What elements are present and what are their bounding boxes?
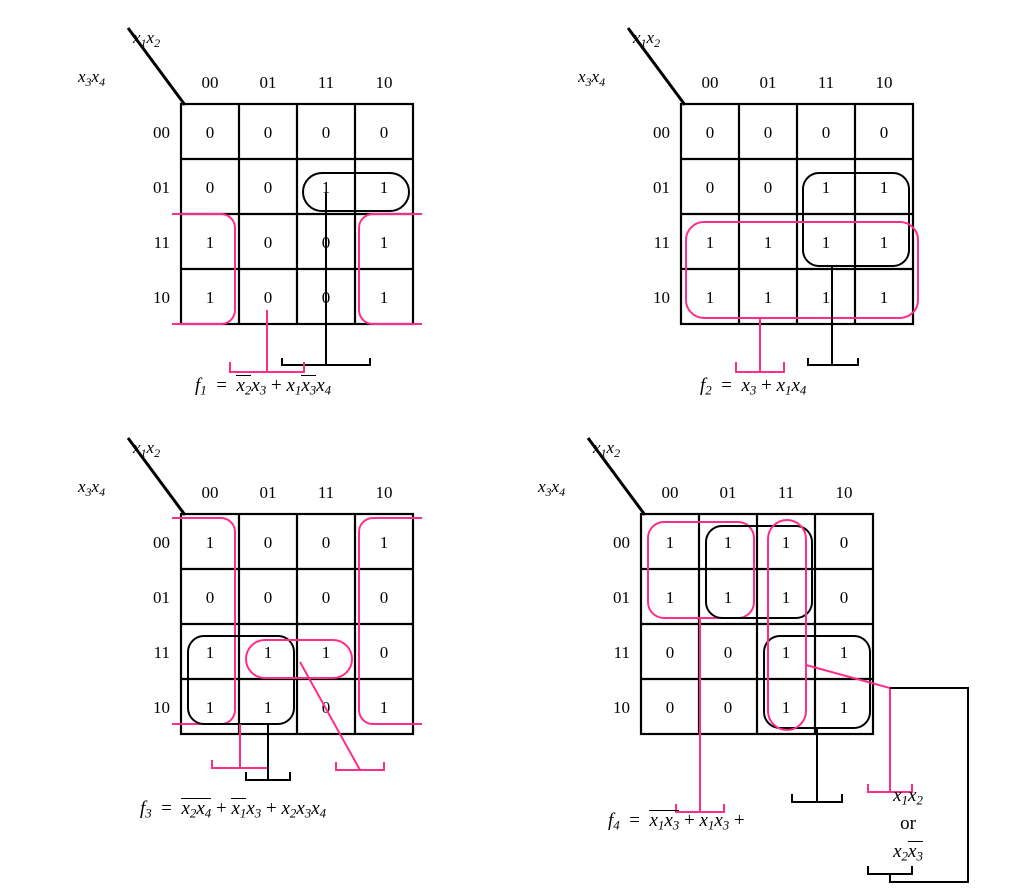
svg-text:1: 1 (763, 288, 773, 307)
kmap-f3-col-var: $x_1x_2$ (133, 438, 161, 460)
svg-text:0: 0 (821, 123, 831, 142)
svg-text:0: 0 (263, 233, 273, 252)
svg-text:1: 1 (205, 288, 215, 307)
kmap-f2-row-10: 10 (653, 288, 670, 307)
svg-text:1: 1 (379, 178, 389, 197)
kmap-f2-col-10: 10 (875, 73, 893, 92)
svg-text:1: 1 (263, 698, 273, 717)
svg-text:0: 0 (723, 643, 733, 662)
kmap-f1-col-00: 00 (201, 73, 219, 92)
svg-text:0: 0 (321, 123, 331, 142)
svg-text:1: 1 (763, 233, 773, 252)
svg-text:1: 1 (821, 178, 831, 197)
svg-text:1: 1 (705, 233, 715, 252)
kmap-f3-col-11: 11 (317, 483, 335, 502)
kmap-f1-col-var: $x_1x_2$ (133, 28, 161, 50)
kmap-f4-row-11: 11 (613, 643, 630, 662)
svg-text:0: 0 (879, 123, 889, 142)
svg-text:1: 1 (723, 588, 733, 607)
svg-text:1: 1 (379, 233, 389, 252)
kmap-f4-group-black-bottom (764, 636, 870, 728)
svg-text:0: 0 (665, 643, 675, 662)
formula-f4-alt1: x1x2 (893, 785, 923, 808)
svg-text:0: 0 (321, 233, 331, 252)
svg-text:0: 0 (205, 588, 215, 607)
kmap-f2-row-11: 11 (653, 233, 670, 252)
kmap-f2-svg (560, 10, 980, 410)
svg-text:1: 1 (205, 233, 215, 252)
svg-text:1: 1 (781, 643, 791, 662)
svg-text:1: 1 (781, 533, 791, 552)
formula-f3: f3 = x2x4 + x1x3 + x2x3x4 (140, 798, 327, 821)
kmap-f2-col-var: $x_1x_2$ (633, 28, 661, 50)
svg-text:1: 1 (879, 288, 889, 307)
svg-text:1: 1 (665, 588, 675, 607)
svg-text:0: 0 (321, 588, 331, 607)
kmap-f1-col-01: 01 (259, 73, 277, 92)
svg-text:0: 0 (763, 123, 773, 142)
svg-text:0: 0 (263, 123, 273, 142)
kmap-f1-row-11: 11 (153, 233, 170, 252)
kmap-f3-group-pink-pair (246, 640, 352, 678)
kmap-f3 (60, 420, 480, 840)
svg-text:0: 0 (839, 588, 849, 607)
svg-text:0: 0 (705, 178, 715, 197)
svg-text:1: 1 (205, 643, 215, 662)
svg-text:1: 1 (879, 178, 889, 197)
svg-text:1: 1 (665, 533, 675, 552)
svg-text:1: 1 (821, 233, 831, 252)
svg-text:0: 0 (263, 533, 273, 552)
formula-f4: f4 = x1x3 + x1x3 + (608, 810, 745, 833)
svg-text:0: 0 (263, 178, 273, 197)
kmap-f2-col-01: 01 (759, 73, 777, 92)
svg-text:0: 0 (321, 288, 331, 307)
kmap-f3-row-11: 11 (153, 643, 170, 662)
kmap-f4-col-11: 11 (777, 483, 795, 502)
kmap-f1 (60, 10, 480, 410)
svg-text:0: 0 (205, 123, 215, 142)
kmap-f3-col-10: 10 (375, 483, 393, 502)
formula-f4-or-label: or (900, 813, 916, 835)
svg-text:0: 0 (321, 698, 331, 717)
kmap-f1-col-11: 11 (317, 73, 335, 92)
kmap-f3-row-01: 01 (153, 588, 170, 607)
kmap-f2-row-00: 00 (653, 123, 670, 142)
svg-text:0: 0 (379, 588, 389, 607)
kmap-f2 (560, 10, 980, 410)
kmap-f3-col-00: 00 (201, 483, 219, 502)
kmap-f4-col-01: 01 (719, 483, 737, 502)
svg-text:1: 1 (205, 698, 215, 717)
svg-text:1: 1 (379, 698, 389, 717)
kmap-f3-svg (60, 420, 480, 840)
kmap-f1-row-00: 00 (153, 123, 170, 142)
kmap-f3-col-01: 01 (259, 483, 277, 502)
kmap-f2-row-var: $x_3x_4$ (578, 67, 606, 89)
svg-text:1: 1 (705, 288, 715, 307)
svg-text:0: 0 (705, 123, 715, 142)
svg-text:0: 0 (263, 288, 273, 307)
kmap-f4-col-var: $x_1x_2$ (593, 438, 621, 460)
svg-text:1: 1 (321, 178, 331, 197)
kmap-f1-row-var: $x_3x_4$ (78, 67, 106, 89)
kmap-f1-col-10: 10 (375, 73, 393, 92)
svg-text:1: 1 (821, 288, 831, 307)
svg-text:1: 1 (879, 233, 889, 252)
kmap-f4-col-10: 10 (835, 483, 853, 502)
svg-text:0: 0 (665, 698, 675, 717)
svg-text:1: 1 (839, 643, 849, 662)
kmap-f3-row-var: $x_3x_4$ (78, 477, 106, 499)
kmap-f4-col-00: 00 (661, 483, 679, 502)
svg-text:0: 0 (763, 178, 773, 197)
svg-text:1: 1 (839, 698, 849, 717)
svg-text:1: 1 (379, 288, 389, 307)
kmap-f4-row-var: $x_3x_4$ (538, 477, 566, 499)
svg-text:0: 0 (379, 643, 389, 662)
svg-text:0: 0 (379, 123, 389, 142)
kmap-f2-col-11: 11 (817, 73, 835, 92)
kmap-f4-group-black-top (706, 526, 812, 618)
svg-text:1: 1 (781, 698, 791, 717)
kmap-f3-row-10: 10 (153, 698, 170, 717)
svg-text:1: 1 (205, 533, 215, 552)
kmap-f4-row-01: 01 (613, 588, 630, 607)
svg-text:1: 1 (723, 533, 733, 552)
svg-text:0: 0 (321, 533, 331, 552)
svg-text:0: 0 (263, 588, 273, 607)
svg-text:0: 0 (723, 698, 733, 717)
formula-f4-alt2: x2x3 (893, 840, 923, 864)
svg-text:1: 1 (379, 533, 389, 552)
kmap-f2-row-01: 01 (653, 178, 670, 197)
kmap-f1-row-01: 01 (153, 178, 170, 197)
svg-text:0: 0 (839, 533, 849, 552)
formula-f2: f2 = x3 + x1x4 (700, 375, 807, 398)
kmap-f2-col-00: 00 (701, 73, 719, 92)
svg-text:1: 1 (263, 643, 273, 662)
kmap-f3-row-00: 00 (153, 533, 170, 552)
kmap-f4-row-00: 00 (613, 533, 630, 552)
svg-text:0: 0 (205, 178, 215, 197)
kmap-f4-row-10: 10 (613, 698, 630, 717)
kmap-f1-row-10: 10 (153, 288, 170, 307)
kmap-f1-svg (60, 10, 480, 410)
formula-f1: f1 = x2x3 + x1x3x4 (195, 375, 332, 398)
formula-f4-alternatives (853, 782, 963, 866)
svg-text:1: 1 (781, 588, 791, 607)
svg-text:1: 1 (321, 643, 331, 662)
